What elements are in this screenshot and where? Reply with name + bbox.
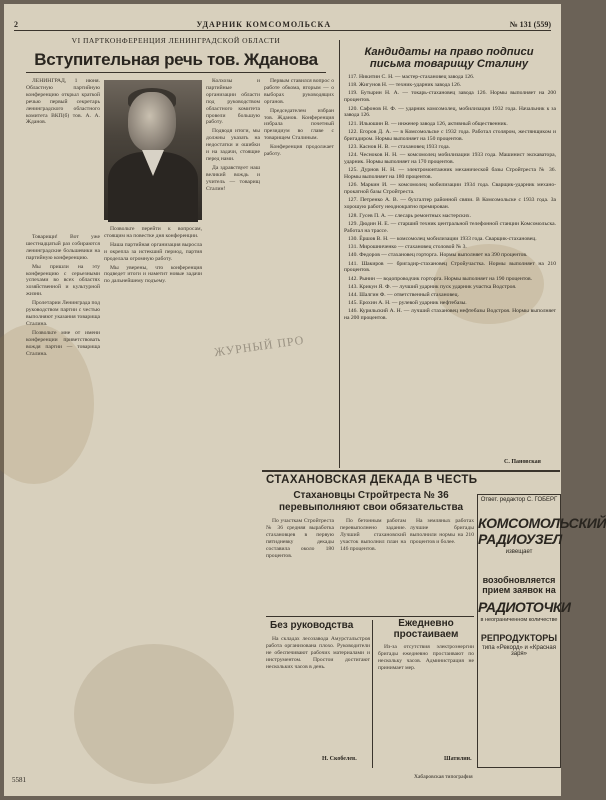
paragraph: Товарищи! Вот уже шестнадцатый раз собираются ленинградские большевики на партийную конференцию. [26,234,100,261]
divider [266,616,474,617]
candidates-list [344,74,556,324]
footer-code: 5581 [12,776,26,784]
candidate-item: 130. Ёршов В. Н. — комсомолец мобилизации 1933 года. Сварщик-стахановец. [348,235,537,242]
radio-title: КОМСОМОЛЬСКИЙ РАДИОУЗЕЛ [478,515,606,547]
candidate-item: 120. Сафонов Н. Ф. — ударник комсомолец, мобилизация 1932 года. Начальник к за завода 126. [344,105,556,119]
candidate-item: 126. Маркин И. — комсомолец мобилизации 1934 года. Сварщик-ударник механо-прокатной базы Стройтреста. [344,182,556,196]
article-column-4 [264,78,334,458]
article-column-3 [206,78,260,768]
candidate-item: 118. Жигунов Н. — техник-ударник завода 126. [348,82,462,89]
paragraph: Позвольте мне от имени конференции приветствовать вождя партии — товарища Сталина. [26,329,100,357]
main-article-title: Вступительная речь тов. Жданова [34,50,318,69]
candidate-item: 143. Крикун Я. Ф. — лучший ударник пуск ударник участка Водстроя. [348,283,517,290]
candidate-item: 123. Каснов Н. В. — стахановец 1933 года. [348,143,451,150]
paragraph: По бетонным работам перевыполнено задание. Лучший стахановский участок выполнил план на 146 процентов. [340,518,406,552]
paragraph: Первым ставился вопрос о работе обкома, вторым — о выборах руководящих органов. [264,78,334,105]
decade-column-2 [340,518,406,612]
candidate-item: 127. Петренко А. В. — бухгалтер районной связи. В Комсомольске с 1933 года. За хорошую работу неоднократно премирован. [344,197,556,211]
issue-number: № 131 (559) [509,19,551,29]
paragraph: Позвольте перейти к вопросам, стоящим на повестке дня конференции. [104,226,202,239]
candidate-item: 129. Дюдин Н. Е. — старший техник центральной телефонной станции Комсомольска. Работал на трассе. [344,220,556,234]
candidate-item: 142. Рынин — водопроводчик горторга. Нормы выполняет на 190 процентов. [348,275,533,282]
candidate-item: 140. Федоров — стахановец горторга. Нормы выполняет на 390 процентов. [348,252,528,259]
candidate-item: 121. Ильюшин В. — инженер завода 126, активный общественник. [348,120,508,127]
ad-types: типа «Рекорд» и «Красная заря» [482,645,556,657]
paragraph: Мы пришли на эту конференцию с серьезными успехами во всех областях хозяйственной и культурной жизни. [26,263,100,298]
ad-big-text: возобновляется прием заявок на [482,575,556,595]
candidate-item: 128. Гусев П. А. — слесарь ремонтных мастерских. [348,212,472,219]
ezhednevno-signature: Шатилин. [444,756,472,762]
paragraph: Подводя итоги, мы должны указать на недостатки и ошибки и на задачи, стоящие перед нами. [206,128,260,162]
decade-column-1 [266,518,334,612]
bez-rukovodstva-signature: Н. Скобелев. [322,756,357,762]
paragraph: Колхозы и партийные организации области под руководством областного комитета провели большую работу. [206,78,260,126]
candidate-item: 141. Шакиров — бригадир-стахановец Стройучастка. Нормы выполняет на 210 процентов. [344,260,556,274]
column-divider [372,620,373,768]
column-divider [339,40,340,468]
paragraph: Председателем избран тов. Жданов. Конференция избрала почетный президиум во главе с товарищем Сталиным. [264,107,334,142]
ezhednevno-title: Ежедневно простаиваем [393,618,459,640]
radio-advertisement [477,494,606,768]
newspaper-page [4,4,606,796]
paragraph: Мы уверены, что конференция подведет итоги и наметит новые задачи по дальнейшему подъему. [104,264,202,285]
paragraph: На складах лесозавода Амурстальстроя работа организована плохо. Руководители не обеспечивают рабочих материалами и инструментом. Простои достигают нескольких часов в день. [266,636,370,670]
candidate-item: 125. Дурнов Н. Н. — электромонтажник механической базы Стройтреста № 36. Нормы выполняет на 180 процентов. [344,167,556,181]
paragraph: Из-за отсутствия электроэнергии бригады ежедневно простаивают по нескольку часов. Администрация не принимает мер. [378,644,474,671]
ad-small: в неограниченном количестве [480,617,558,623]
lead-paragraph: ЛЕНИНГРАД, 1 июня. Областную партийную конференцию открыл краткой речью первый секретарь ленинградского областного комитета ВКП(б) тов. А. А. Жданов. [26,78,100,126]
paragraph: По участкам Стройтреста № 36 средняя выработка стахановцев в первую пятидневку декады составила около 180 процентов. [266,518,334,559]
candidate-item: 144. Шалгин Ф. — ответственный стахановец. [348,292,459,299]
editor-line: Ответ. редактор С. ГОБЕРГ [480,497,558,503]
decade-banner: СТАХАНОВСКАЯ ДЕКАДА В ЧЕСТЬ [266,474,478,486]
divider [26,72,326,73]
candidate-item: 146. Курильский А. Н. — лучший стахановец нефтебазы Водстроя. Нормы выполняет на 200 процентов. [344,308,556,322]
candidate-item: 122. Егоров Д. А. — в Комсомольске с 1932 года. Работал столяром, жестянщиком и бригадиром. Нормы выполняет на 150 процентов. [344,128,556,142]
ad-reproductors: РЕПРОДУКТОРЫ [480,633,558,643]
portrait-photo [104,80,202,220]
candidate-item: 124. Чесноков Н. Н. — комсомолец мобилизации 1933 года. Машинист экскаватора, ударник. Нормы выполняет на 170 процентов. [344,152,556,166]
ad-radiotochki: РАДИОТОЧКИ [478,599,571,615]
candidate-item: 131. Мирошниченко — стахановец столовой № 3. [348,244,467,251]
candidate-item: 119. Бутырин Н. А. — токарь-стахановец завода 126. Нормы выполняет на 200 процентов. [344,90,556,104]
paragraph: Да здравствует наш великий вождь и учитель — товарищ Сталин! [206,164,260,192]
decade-column-3 [410,518,474,612]
article-column-2 [104,226,202,346]
candidate-item: 117. Никитин С. Н. — мастер-стахановец завода 126. [348,74,475,80]
footer-printer: Хабаровская типография [414,774,473,780]
article-lead [26,78,100,228]
conference-heading: VI ПАРТКОНФЕРЕНЦИЯ ЛЕНИНГРАДСКОЙ ОБЛАСТИ [71,36,281,45]
decade-article-title: Стахановцы Стройтреста № 36 перевыполняют свои обязательства [278,490,464,513]
bez-rukovodstva-title: Без руководства [270,620,354,631]
article-column-1 [26,234,100,764]
paragraph: На земляных работах лучшие бригады выполнили нормы на 210 процентов и более. [410,518,474,545]
candidate-item: 145. Ерохин А. Н. — рулевой ударник нефтебазы. [348,300,467,307]
page-header [14,18,551,31]
newspaper-name: УДАРНИК КОМСОМОЛЬСКА [196,19,332,29]
ezhednevno-text [378,644,474,756]
paragraph: Пролетарии Ленинграда под руководством партии с честью выполняют указания товарища Сталина. [26,300,101,327]
candidates-signature: С. Пановская [504,459,541,465]
candidates-title: Кандидаты на право подписи письма товарищу Сталину [364,46,534,70]
divider [262,470,560,472]
paragraph: Конференция продолжает работу. [264,144,334,158]
ink-stamp: ЖУРНЫЙ ПРО [213,332,306,360]
radio-subtitle: извещает [505,549,533,555]
page-number: 2 [14,19,18,29]
paragraph: Наша партийная организация выросла и окрепла за истекший период, партия проделала огромную работу. [104,241,202,262]
bez-rukovodstva-text [266,636,370,754]
